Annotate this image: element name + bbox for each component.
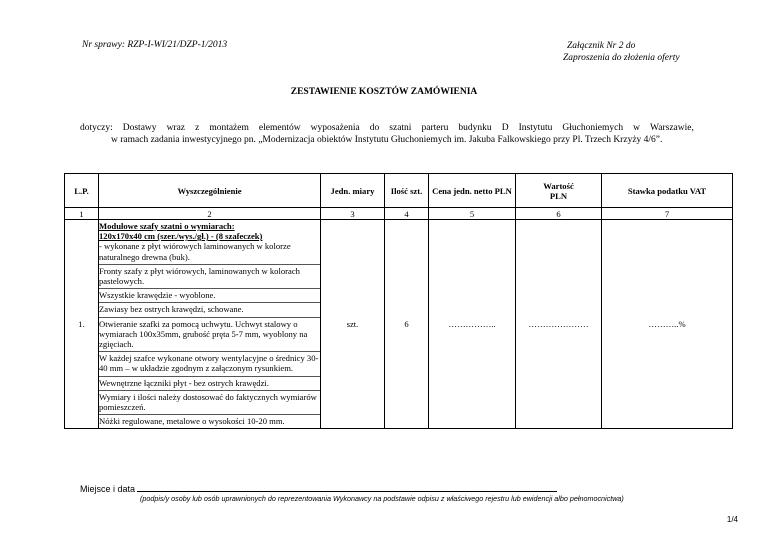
row-unit-price: …………….. — [429, 220, 516, 429]
description-paragraph: Otwieranie szafki za pomocą uchwytu. Uchwyt stalowy o wymiarach 100x35mm, grubość pręta 5-7 mm, wyoblony na zgięciach. — [99, 317, 320, 352]
attachment-line-2: Zaproszenia do złożenia oferty — [563, 53, 680, 63]
description-paragraph: W każdej szafce wykonane otwory wentylacyjne o średnicy 30-40 mm – w układzie zgodnym z załączonym rysunkiem. — [99, 351, 320, 375]
description-paragraph: - wykonane z płyt wiórowych laminowanych w kolorze naturalnego drewna (buk). — [99, 241, 291, 262]
description-paragraph: Fronty szafy z płyt wiórowych, laminowanych w kolorach pastelowych. — [99, 264, 320, 288]
page-number: 1/4 — [726, 515, 738, 524]
concerns-word: Warszawie, — [650, 123, 694, 133]
description-heading-2: 120x170x40 cm (szer./wys./gł.) - (8 szafeczek) — [99, 231, 263, 242]
description-paragraph: Wewnętrzne łączniki płyt - bez ostrych krawędzi. — [99, 376, 320, 390]
concerns-word: budynku — [458, 123, 492, 133]
case-number: Nr sprawy: RZP-I-WI/21/DZP-1/2013 — [82, 40, 228, 50]
col-number: 3 — [321, 208, 385, 220]
col-number: 4 — [385, 208, 429, 220]
place-date-line — [137, 482, 557, 492]
header-value: Wartość PLN — [516, 174, 602, 208]
row-description — [99, 220, 321, 429]
concerns-line-1 — [80, 122, 694, 134]
attachment-line-1: Załącznik Nr 2 do — [567, 41, 636, 51]
description-paragraph: Nóżki regulowane, metalowe o wysokości 10-20 mm. — [99, 414, 320, 428]
description-paragraph: Zawiasy bez ostrych krawędzi, schowane. — [99, 302, 320, 316]
header-vat: Stawka podatku VAT — [602, 174, 733, 208]
concerns-word: elementów — [258, 123, 301, 133]
description-heading-1: Modułowe szafy szatni o wymiarach: — [99, 221, 235, 231]
col-number: 5 — [429, 208, 516, 220]
concerns-word: w — [633, 123, 641, 133]
col-number: 7 — [602, 208, 733, 220]
header-quantity: Ilość szt. — [385, 174, 429, 208]
concerns-word: wyposażenia — [310, 123, 360, 133]
row-value: ………………… — [516, 220, 602, 429]
attachment-note — [563, 40, 680, 64]
description-paragraph: Wszystkie krawędzie - wyoblone. — [99, 288, 320, 302]
table-row — [65, 220, 733, 429]
header-unit-price: Cena jedn. netto PLN — [429, 174, 516, 208]
signature-note: (podpis/y osoby lub osób uprawnionych do reprezentowania Wykonawcy na podstawie odpisu z właściwego rejestru lub ewidencji albo pełnomocnictwa) — [140, 494, 624, 503]
concerns-word: do — [369, 123, 380, 133]
place-label: Miejsce i data — [80, 484, 136, 494]
row-unit: szt. — [321, 220, 385, 429]
concerns-word: wraz — [166, 123, 186, 133]
column-number-row — [65, 208, 733, 220]
concerns-word: Głuchoniemych — [562, 123, 624, 133]
concerns-word: montażem — [209, 123, 249, 133]
col-number: 1 — [65, 208, 99, 220]
concerns-label: dotyczy: — [80, 123, 113, 133]
header-lp: L.P. — [65, 174, 99, 208]
cost-table — [64, 173, 733, 429]
description-paragraph: Wymiary i ilości należy dostosować do faktycznych wymiarów pomieszczeń. — [99, 390, 320, 414]
place-and-date — [80, 482, 557, 494]
row-quantity: 6 — [385, 220, 429, 429]
row-vat: ………..% — [602, 220, 733, 429]
col-number: 2 — [99, 208, 321, 220]
concerns-line-2: w ramach zadania inwestycyjnego pn. „Modernizacja obiektów Instytutu Głuchoniemych im. Jakuba Falkowskiego przy Pl. Trzech Krzyży 4/6”. — [111, 135, 663, 145]
concerns-word: z — [195, 123, 200, 133]
document-title: ZESTAWIENIE KOSZTÓW ZAMÓWIENIA — [290, 87, 478, 97]
col-number: 6 — [516, 208, 602, 220]
row-lp: 1. — [65, 220, 99, 429]
concerns-word: parteru — [421, 123, 449, 133]
concerns-paragraph — [80, 122, 694, 146]
table-header-row — [65, 174, 733, 208]
concerns-word: szatni — [389, 123, 412, 133]
header-unit: Jedn. miary — [321, 174, 385, 208]
description-heading — [99, 220, 320, 264]
header-description: Wyszczególnienie — [99, 174, 321, 208]
concerns-word: Dostawy — [122, 123, 157, 133]
concerns-word: D — [501, 123, 509, 133]
concerns-word: Instytutu — [518, 123, 553, 133]
